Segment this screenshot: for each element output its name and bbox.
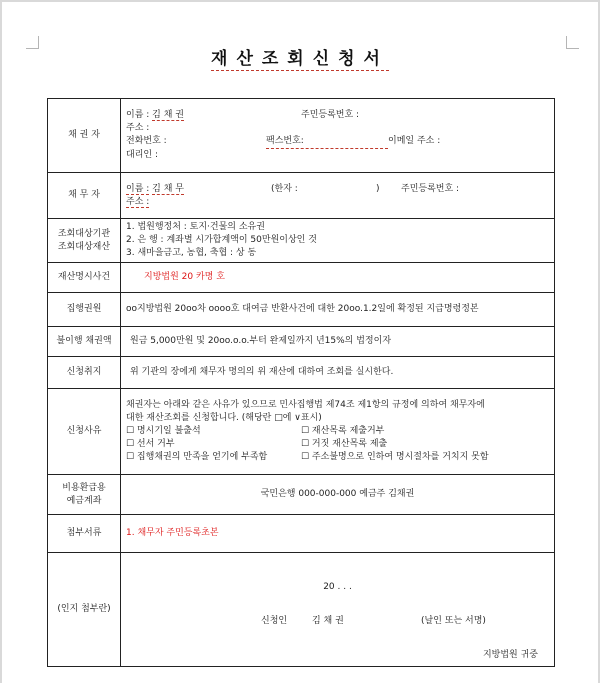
claim-row xyxy=(48,327,555,357)
attachments-row xyxy=(48,515,555,553)
refund-account-row xyxy=(48,475,555,515)
signature-block xyxy=(121,553,555,667)
creditor-label: 채 권 자 xyxy=(48,99,121,173)
refund-account-label: 비용환급용 예금계좌 xyxy=(48,475,121,515)
execution-title-row xyxy=(48,293,555,327)
reason-checkbox-2[interactable]: ☐ 재산목록 제출거부 xyxy=(301,426,385,436)
seal-note[interactable]: (날인 또는 서명) xyxy=(421,616,486,626)
case-label: 재산명시사건 xyxy=(48,263,121,293)
window-left-edge xyxy=(0,0,2,683)
execution-title-label: 집행권원 xyxy=(48,293,121,327)
debtor-row xyxy=(48,173,555,219)
document-title: 재산조회신청서 xyxy=(211,49,389,69)
reason-checkbox-1[interactable]: ☐ 명시기일 불출석 xyxy=(126,426,201,436)
execution-title-value[interactable]: oo지방법원 20oo차 oooo호 대여금 반환사건에 대한 20oo.1.2일에 확정된 지급명령정본 xyxy=(121,293,555,327)
claim-value[interactable]: 원금 5,000만원 및 20oo.o.o.부터 완제일까지 년15%의 법정이자 xyxy=(121,327,555,357)
debtor-fields[interactable]: 이름 : 김 채 무 (한자 : ) 주민등록번호 : 주소 : xyxy=(121,173,555,219)
query-target-label: 조회대상기관 조회대상재산 xyxy=(48,219,121,263)
debtor-label: 채 무 자 xyxy=(48,173,121,219)
reason-checkbox-6[interactable]: ☐ 주소불명으로 인하여 명시절차를 거치지 못함 xyxy=(301,452,489,462)
reason-checkbox-3[interactable]: ☐ 선서 거부 xyxy=(126,439,175,449)
application-form-table xyxy=(47,98,555,667)
reason-checkbox-5[interactable]: ☐ 집행채권의 만족을 얻기에 부족함 xyxy=(126,452,268,462)
reasons-row xyxy=(48,389,555,475)
attachments-label: 첨부서류 xyxy=(48,515,121,553)
stamp-area-label: (인지 첨부란) xyxy=(48,553,121,667)
reasons-label: 신청사유 xyxy=(48,389,121,475)
purpose-value: 위 기관의 장에게 채무자 명의의 위 재산에 대하여 조회를 실시한다. xyxy=(121,357,555,389)
case-row xyxy=(48,263,555,293)
purpose-label: 신청취지 xyxy=(48,357,121,389)
refund-account-value[interactable]: 국민은행 000-000-000 예금주 김채권 xyxy=(121,475,555,515)
creditor-fields[interactable]: 이름 : 김 채 권 주민등록번호 : 주소 : 전화번호 : 팩스번호: 이메일 주소 : 대리인 : xyxy=(121,99,555,173)
window-top-edge xyxy=(0,0,600,2)
court-addressee: 지방법원 귀중 xyxy=(482,650,538,660)
purpose-row xyxy=(48,357,555,389)
query-target-row xyxy=(48,219,555,263)
applicant-label: 신청인 xyxy=(261,616,288,626)
case-value[interactable]: 지방법원 20 카명 호 xyxy=(121,263,555,293)
application-date[interactable]: 20 . . . xyxy=(323,582,352,592)
claim-label: 불이행 채권액 xyxy=(48,327,121,357)
reason-checkbox-4[interactable]: ☐ 거짓 재산목록 제출 xyxy=(301,439,388,449)
applicant-name: 김 채 권 xyxy=(311,616,344,626)
query-target-list: 1. 법원행정처 : 토지·건물의 소유권 2. 은 행 : 계좌별 시가합계액이 50만원이상인 것 3. 새마을금고, 농협, 축협 : 상 동 xyxy=(121,219,555,263)
signature-row xyxy=(48,553,555,667)
creditor-row xyxy=(48,99,555,173)
attachments-value[interactable]: 1. 채무자 주민등록초본 xyxy=(121,515,555,553)
reasons-block: 채권자는 아래와 같은 사유가 있으므로 민사집행법 제74조 제1항의 규정에 의하여 채무자에 대한 재산조회를 신청합니다. (해당란 □에 ∨표시) ☐ 명시기일 불출석 ☐ 재산목록 제출거부 ☐ 선서 거부 ☐ 거짓 재산목록 제출 ☐ 집행채권의 만족을 얻기에 부족함 ☐ 주소불명으로 인하여 명시절차를 거치지 못함 xyxy=(121,389,555,475)
